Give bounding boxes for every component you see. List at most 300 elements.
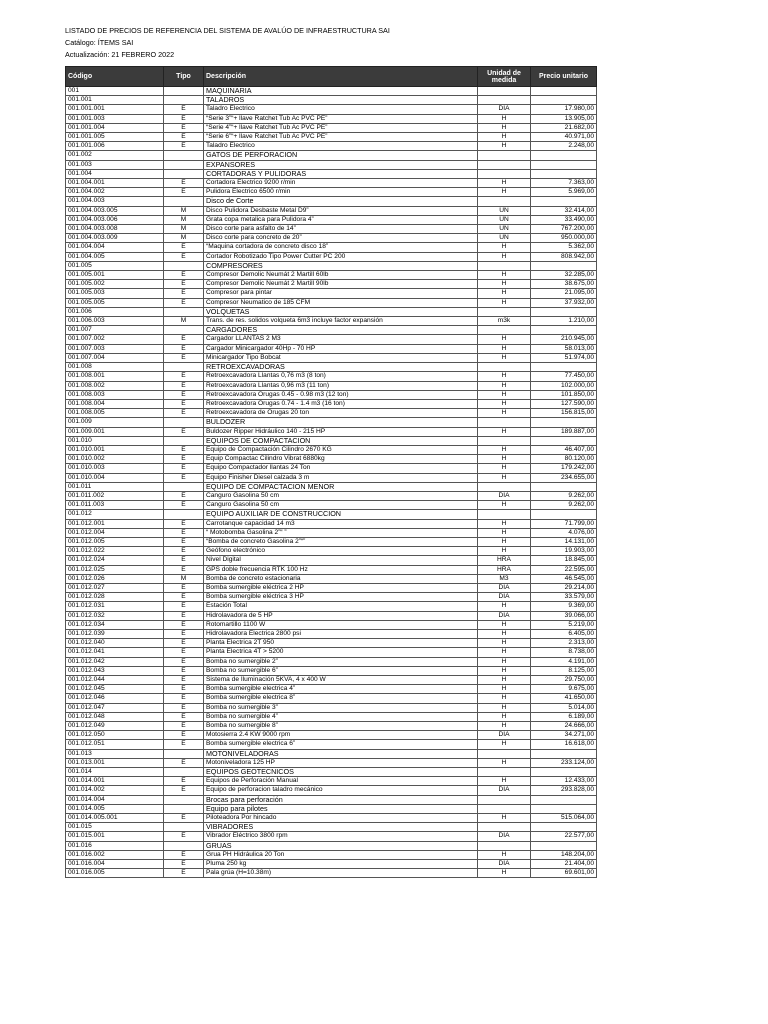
cell-tipo: E bbox=[164, 372, 204, 381]
catalog-label: Catálogo: ÍTEMS SAI bbox=[65, 38, 134, 47]
cell-description: Disco de Corte bbox=[204, 197, 478, 206]
cell-price: 2.248,00 bbox=[531, 142, 597, 151]
cell-unit: UN bbox=[478, 234, 531, 243]
cell-tipo bbox=[164, 418, 204, 427]
cell-code: 001.012.004 bbox=[66, 528, 164, 537]
cell-description: Disco corte para asfalto de 14” bbox=[204, 225, 478, 234]
cell-unit: UN bbox=[478, 215, 531, 224]
cell-tipo bbox=[164, 307, 204, 316]
cell-price bbox=[531, 749, 597, 758]
table-row bbox=[66, 685, 597, 694]
cell-unit: H bbox=[478, 528, 531, 537]
cell-tipo: E bbox=[164, 860, 204, 869]
cell-code: 001.010.003 bbox=[66, 464, 164, 473]
cell-unit: H bbox=[478, 289, 531, 298]
cell-unit: H bbox=[478, 390, 531, 399]
cell-description: Equipos de Perforación Manual bbox=[204, 777, 478, 786]
cell-description: “Serie 6”“+ llave Ratchet Tub Ac PVC PE” bbox=[204, 133, 478, 142]
cell-price: 5.362,00 bbox=[531, 243, 597, 252]
cell-description: COMPRESORES bbox=[204, 261, 478, 270]
cell-unit: HRA bbox=[478, 556, 531, 565]
cell-price: 8.125,00 bbox=[531, 666, 597, 675]
cell-tipo: E bbox=[164, 832, 204, 841]
cell-description: Planta Electrica 2T 950 bbox=[204, 639, 478, 648]
cell-price bbox=[531, 436, 597, 445]
cell-unit bbox=[478, 87, 531, 96]
cell-unit bbox=[478, 151, 531, 160]
cell-code: 001.016.004 bbox=[66, 860, 164, 869]
cell-description: VIBRADORES bbox=[204, 823, 478, 832]
cell-tipo: E bbox=[164, 399, 204, 408]
table-row bbox=[66, 832, 597, 841]
table-row bbox=[66, 722, 597, 731]
cell-tipo bbox=[164, 96, 204, 105]
cell-tipo: E bbox=[164, 252, 204, 261]
cell-price: 39.066,00 bbox=[531, 611, 597, 620]
cell-code: 001.010.001 bbox=[66, 445, 164, 454]
cell-code: 001.007 bbox=[66, 326, 164, 335]
table-row bbox=[66, 289, 597, 298]
cell-unit bbox=[478, 169, 531, 178]
cell-code: 001.012.024 bbox=[66, 556, 164, 565]
cell-description: Equipo de Compactación Cilindro 2670 KG bbox=[204, 445, 478, 454]
cell-unit: H bbox=[478, 676, 531, 685]
cell-description: GATOS DE PERFORACION bbox=[204, 151, 478, 160]
table-row bbox=[66, 712, 597, 721]
cell-code: 001.004.003.006 bbox=[66, 215, 164, 224]
cell-code: 001.006.003 bbox=[66, 317, 164, 326]
cell-code: 001.008.001 bbox=[66, 372, 164, 381]
cell-price: 34.271,00 bbox=[531, 731, 597, 740]
cell-description: Compresor para pintar bbox=[204, 289, 478, 298]
table-row bbox=[66, 639, 597, 648]
cell-code: 001.008.004 bbox=[66, 399, 164, 408]
cell-price bbox=[531, 169, 597, 178]
cell-description: CARGADORES bbox=[204, 326, 478, 335]
cell-unit: HRA bbox=[478, 565, 531, 574]
table-row bbox=[66, 648, 597, 657]
cell-code: 001.012.049 bbox=[66, 722, 164, 731]
cell-tipo: E bbox=[164, 519, 204, 528]
cell-unit: H bbox=[478, 712, 531, 721]
cell-unit: H bbox=[478, 869, 531, 878]
cell-code: 001.005 bbox=[66, 261, 164, 270]
cell-price: 179.242,00 bbox=[531, 464, 597, 473]
cell-code: 001.007.003 bbox=[66, 344, 164, 353]
cell-code: 001.001.003 bbox=[66, 114, 164, 123]
cell-description: EQUIPO DE COMPACTACION MENOR bbox=[204, 482, 478, 491]
cell-tipo: E bbox=[164, 537, 204, 546]
cell-code: 001.012.026 bbox=[66, 574, 164, 583]
cell-price bbox=[531, 418, 597, 427]
cell-unit: M3 bbox=[478, 574, 531, 583]
cell-description: Grua PH Hidráulica 20 Ton bbox=[204, 850, 478, 859]
cell-price: 33.490,00 bbox=[531, 215, 597, 224]
cell-unit: H bbox=[478, 445, 531, 454]
cell-tipo: M bbox=[164, 574, 204, 583]
cell-price: 24.666,00 bbox=[531, 722, 597, 731]
cell-tipo: E bbox=[164, 629, 204, 638]
cell-price bbox=[531, 197, 597, 206]
cell-price bbox=[531, 261, 597, 270]
table-row bbox=[66, 537, 597, 546]
cell-unit: H bbox=[478, 114, 531, 123]
table-row bbox=[66, 215, 597, 224]
cell-code: 001.004.003.009 bbox=[66, 234, 164, 243]
table-row bbox=[66, 574, 597, 583]
cell-tipo: E bbox=[164, 703, 204, 712]
cell-price: 6.189,00 bbox=[531, 712, 597, 721]
cell-code: 001.006 bbox=[66, 307, 164, 316]
cell-tipo bbox=[164, 510, 204, 519]
cell-tipo: E bbox=[164, 814, 204, 823]
cell-price: 21.095,00 bbox=[531, 289, 597, 298]
cell-code: 001.012.027 bbox=[66, 583, 164, 592]
table-row bbox=[66, 749, 597, 758]
cell-tipo bbox=[164, 326, 204, 335]
cell-price bbox=[531, 768, 597, 777]
cell-code: 001.012 bbox=[66, 510, 164, 519]
cell-tipo: E bbox=[164, 565, 204, 574]
cell-unit: DIA bbox=[478, 611, 531, 620]
cell-tipo: E bbox=[164, 758, 204, 767]
cell-code: 001.012.047 bbox=[66, 703, 164, 712]
table-row bbox=[66, 841, 597, 850]
document-title: LISTADO DE PRECIOS DE REFERENCIA DEL SISTEMA DE AVALÚO DE INFRAESTRUCTURA SAI bbox=[65, 26, 390, 35]
cell-unit: H bbox=[478, 455, 531, 464]
table-row bbox=[66, 381, 597, 390]
cell-price bbox=[531, 160, 597, 169]
cell-tipo: E bbox=[164, 694, 204, 703]
table-row bbox=[66, 280, 597, 289]
table-row bbox=[66, 657, 597, 666]
table-row bbox=[66, 436, 597, 445]
cell-description: Retroexcavadora Orugas 0.74 - 1.4 m3 (16 ton) bbox=[204, 399, 478, 408]
table-row bbox=[66, 473, 597, 482]
cell-price: 12.433,00 bbox=[531, 777, 597, 786]
table-row bbox=[66, 169, 597, 178]
cell-price bbox=[531, 96, 597, 105]
table-row bbox=[66, 860, 597, 869]
table-row bbox=[66, 583, 597, 592]
cell-code: 001.008.005 bbox=[66, 409, 164, 418]
cell-code: 001.008 bbox=[66, 363, 164, 372]
cell-price: 21.404,00 bbox=[531, 860, 597, 869]
cell-price: 808.942,00 bbox=[531, 252, 597, 261]
cell-description: Bomba no sumergible 2” bbox=[204, 657, 478, 666]
cell-unit bbox=[478, 510, 531, 519]
cell-unit bbox=[478, 261, 531, 270]
cell-unit: H bbox=[478, 639, 531, 648]
cell-code: 001.001.005 bbox=[66, 133, 164, 142]
cell-description: Bomba sumergible eléctrica 2 HP bbox=[204, 583, 478, 592]
cell-tipo bbox=[164, 197, 204, 206]
cell-price: 101.850,00 bbox=[531, 390, 597, 399]
table-row bbox=[66, 547, 597, 556]
cell-description: Pulidora Electrico 6500 r/min bbox=[204, 188, 478, 197]
table-row bbox=[66, 243, 597, 252]
cell-price: 950.000,00 bbox=[531, 234, 597, 243]
cell-unit: H bbox=[478, 501, 531, 510]
cell-price: 29.214,00 bbox=[531, 583, 597, 592]
cell-unit bbox=[478, 197, 531, 206]
cell-description: Cortadora Electrico 9200 r/min bbox=[204, 179, 478, 188]
cell-code: 001.008.003 bbox=[66, 390, 164, 399]
cell-code: 001.014.002 bbox=[66, 786, 164, 795]
cell-description: Disco Pulidora Desbaste Metal D9” bbox=[204, 206, 478, 215]
table-row bbox=[66, 482, 597, 491]
cell-description: Nivel Digital bbox=[204, 556, 478, 565]
table-row bbox=[66, 611, 597, 620]
cell-unit bbox=[478, 823, 531, 832]
cell-tipo: E bbox=[164, 105, 204, 114]
cell-unit: H bbox=[478, 280, 531, 289]
cell-code: 001.014 bbox=[66, 768, 164, 777]
cell-price: 22.577,00 bbox=[531, 832, 597, 841]
cell-unit bbox=[478, 363, 531, 372]
cell-description: Cargador LLANTAS 2 M3 bbox=[204, 335, 478, 344]
cell-description: Compresor Neumatico de 185 CFM bbox=[204, 298, 478, 307]
cell-code: 001.014.004 bbox=[66, 795, 164, 804]
cell-price: 37.932,00 bbox=[531, 298, 597, 307]
cell-tipo: E bbox=[164, 427, 204, 436]
cell-unit: H bbox=[478, 123, 531, 132]
cell-code: 001.014.001 bbox=[66, 777, 164, 786]
cell-description: Bomba sumergible eléctrica 3 HP bbox=[204, 593, 478, 602]
table-row bbox=[66, 510, 597, 519]
cell-unit: H bbox=[478, 758, 531, 767]
cell-description: Minicargador Tipo Bobcat bbox=[204, 353, 478, 362]
cell-tipo: E bbox=[164, 657, 204, 666]
cell-price: 29.750,00 bbox=[531, 676, 597, 685]
cell-code: 001.012.032 bbox=[66, 611, 164, 620]
cell-price: 18.845,00 bbox=[531, 556, 597, 565]
cell-tipo: M bbox=[164, 317, 204, 326]
cell-description: Sistema de Iluminación 5KVA, 4 x 400 W bbox=[204, 676, 478, 685]
cell-code: 001.005.001 bbox=[66, 271, 164, 280]
table-row bbox=[66, 114, 597, 123]
table-row bbox=[66, 519, 597, 528]
cell-price: 13.905,00 bbox=[531, 114, 597, 123]
cell-price: 46.407,00 bbox=[531, 445, 597, 454]
table-row bbox=[66, 188, 597, 197]
cell-tipo: E bbox=[164, 344, 204, 353]
cell-code: 001.016.002 bbox=[66, 850, 164, 859]
cell-tipo: E bbox=[164, 712, 204, 721]
table-row bbox=[66, 344, 597, 353]
cell-description: Equipo Finisher Diesel calzada 3 m bbox=[204, 473, 478, 482]
cell-description: Geófono electrónico bbox=[204, 547, 478, 556]
cell-price: 14.131,00 bbox=[531, 537, 597, 546]
cell-tipo: M bbox=[164, 234, 204, 243]
cell-description: VOLQUETAS bbox=[204, 307, 478, 316]
cell-unit: H bbox=[478, 353, 531, 362]
cell-description: Equipo de perforacion taladro mecánico bbox=[204, 786, 478, 795]
cell-tipo: E bbox=[164, 188, 204, 197]
cell-price bbox=[531, 841, 597, 850]
table-row bbox=[66, 804, 597, 813]
cell-code: 001.016 bbox=[66, 841, 164, 850]
cell-price: 51.974,00 bbox=[531, 353, 597, 362]
cell-tipo bbox=[164, 363, 204, 372]
table-row bbox=[66, 234, 597, 243]
cell-description: TALADROS bbox=[204, 96, 478, 105]
cell-unit bbox=[478, 96, 531, 105]
cell-unit: UN bbox=[478, 206, 531, 215]
cell-code: 001.011.003 bbox=[66, 501, 164, 510]
cell-price: 189.887,00 bbox=[531, 427, 597, 436]
cell-description: Taladro Electrico bbox=[204, 105, 478, 114]
cell-code: 001.012.031 bbox=[66, 602, 164, 611]
cell-price: 2.313,00 bbox=[531, 639, 597, 648]
cell-tipo bbox=[164, 87, 204, 96]
cell-price: 46.545,00 bbox=[531, 574, 597, 583]
cell-tipo: E bbox=[164, 583, 204, 592]
cell-unit bbox=[478, 804, 531, 813]
cell-price: 19.903,00 bbox=[531, 547, 597, 556]
table-row bbox=[66, 160, 597, 169]
cell-tipo: E bbox=[164, 335, 204, 344]
cell-description: Buldozer Ripper Hidráulico 140 - 215 HP bbox=[204, 427, 478, 436]
table-header-row bbox=[66, 67, 597, 87]
cell-unit: H bbox=[478, 602, 531, 611]
cell-tipo: E bbox=[164, 676, 204, 685]
column-header-description: Descripción bbox=[204, 67, 478, 87]
cell-price: 21.682,00 bbox=[531, 123, 597, 132]
cell-description: Carrotanque capacidad 14 m3 bbox=[204, 519, 478, 528]
cell-description: Vibrador Eléctrico 3800 rpm bbox=[204, 832, 478, 841]
cell-code: 001.010 bbox=[66, 436, 164, 445]
cell-unit: DIA bbox=[478, 731, 531, 740]
table-row bbox=[66, 795, 597, 804]
table-row bbox=[66, 768, 597, 777]
cell-code: 001.012.005 bbox=[66, 537, 164, 546]
cell-code: 001.004.005 bbox=[66, 252, 164, 261]
cell-unit bbox=[478, 841, 531, 850]
table-row bbox=[66, 455, 597, 464]
cell-description: Piloteadora Por hincado bbox=[204, 814, 478, 823]
cell-price: 5.014,00 bbox=[531, 703, 597, 712]
cell-tipo: E bbox=[164, 639, 204, 648]
cell-description: Pluma 250 kg bbox=[204, 860, 478, 869]
cell-unit: H bbox=[478, 473, 531, 482]
cell-price bbox=[531, 804, 597, 813]
update-date: Actualización: 21 FEBRERO 2022 bbox=[65, 50, 175, 59]
cell-tipo: E bbox=[164, 179, 204, 188]
cell-unit: m3k bbox=[478, 317, 531, 326]
cell-unit: H bbox=[478, 335, 531, 344]
cell-tipo: E bbox=[164, 114, 204, 123]
cell-unit: H bbox=[478, 142, 531, 151]
cell-code: 001.012.051 bbox=[66, 740, 164, 749]
cell-price: 9.675,00 bbox=[531, 685, 597, 694]
cell-code: 001.015 bbox=[66, 823, 164, 832]
cell-unit bbox=[478, 795, 531, 804]
cell-tipo: E bbox=[164, 445, 204, 454]
cell-price: 127.590,00 bbox=[531, 399, 597, 408]
cell-unit: H bbox=[478, 519, 531, 528]
table-row bbox=[66, 317, 597, 326]
column-header-code: Código bbox=[66, 67, 164, 87]
cell-price: 4.191,00 bbox=[531, 657, 597, 666]
cell-code: 001.012.039 bbox=[66, 629, 164, 638]
cell-code: 001.010.004 bbox=[66, 473, 164, 482]
cell-unit: H bbox=[478, 850, 531, 859]
cell-price: 58.013,00 bbox=[531, 344, 597, 353]
cell-unit: DIA bbox=[478, 786, 531, 795]
cell-unit: H bbox=[478, 179, 531, 188]
cell-unit: H bbox=[478, 298, 531, 307]
table-row bbox=[66, 151, 597, 160]
cell-tipo: E bbox=[164, 777, 204, 786]
cell-tipo: E bbox=[164, 280, 204, 289]
cell-tipo: E bbox=[164, 123, 204, 132]
cell-unit: DIA bbox=[478, 832, 531, 841]
cell-description: Bomba no sumergible 8” bbox=[204, 722, 478, 731]
table-row bbox=[66, 87, 597, 96]
table-row bbox=[66, 298, 597, 307]
cell-price bbox=[531, 510, 597, 519]
cell-price bbox=[531, 307, 597, 316]
cell-price: 16.618,00 bbox=[531, 740, 597, 749]
cell-description: “ Motobomba Gasolina 2”“ ” bbox=[204, 528, 478, 537]
cell-code: 001.009 bbox=[66, 418, 164, 427]
cell-tipo bbox=[164, 482, 204, 491]
table-row bbox=[66, 758, 597, 767]
cell-tipo: M bbox=[164, 215, 204, 224]
cell-description: GRUAS bbox=[204, 841, 478, 850]
cell-code: 001.012.046 bbox=[66, 694, 164, 703]
cell-code: 001.012.034 bbox=[66, 620, 164, 629]
cell-description: Equipo para pilotes bbox=[204, 804, 478, 813]
cell-tipo: E bbox=[164, 786, 204, 795]
cell-tipo bbox=[164, 436, 204, 445]
table-row bbox=[66, 418, 597, 427]
table-row bbox=[66, 390, 597, 399]
table-row bbox=[66, 602, 597, 611]
cell-description: GPS doble frecuencia RTK 100 Hz bbox=[204, 565, 478, 574]
cell-description: Hidrolavadora Electrica 2800 psi bbox=[204, 629, 478, 638]
cell-code: 001.012.022 bbox=[66, 547, 164, 556]
column-header-price: Precio unitario bbox=[531, 67, 597, 87]
table-row bbox=[66, 179, 597, 188]
cell-unit bbox=[478, 418, 531, 427]
cell-unit: H bbox=[478, 648, 531, 657]
table-row bbox=[66, 409, 597, 418]
cell-description: BULDOZER bbox=[204, 418, 478, 427]
cell-tipo: E bbox=[164, 611, 204, 620]
cell-price: 32.414,00 bbox=[531, 206, 597, 215]
table-row bbox=[66, 326, 597, 335]
cell-price bbox=[531, 326, 597, 335]
table-row bbox=[66, 206, 597, 215]
cell-description: Compresor Demolic Neumát 2 Martill 90lb bbox=[204, 280, 478, 289]
cell-code: 001.013.001 bbox=[66, 758, 164, 767]
cell-description: Cortador Robotizado Tipo Power Cutter PC 200 bbox=[204, 252, 478, 261]
cell-unit: H bbox=[478, 399, 531, 408]
cell-tipo: E bbox=[164, 556, 204, 565]
cell-tipo: M bbox=[164, 225, 204, 234]
cell-code: 001.008.002 bbox=[66, 381, 164, 390]
cell-description: Bomba sumergible electrica 4” bbox=[204, 685, 478, 694]
cell-price: 233.124,00 bbox=[531, 758, 597, 767]
cell-description: “Serie 4”“+ llave Ratchet Tub Ac PVC PE” bbox=[204, 123, 478, 132]
cell-code: 001.004.001 bbox=[66, 179, 164, 188]
cell-tipo: E bbox=[164, 381, 204, 390]
cell-unit: H bbox=[478, 666, 531, 675]
table-row bbox=[66, 363, 597, 372]
cell-unit bbox=[478, 482, 531, 491]
